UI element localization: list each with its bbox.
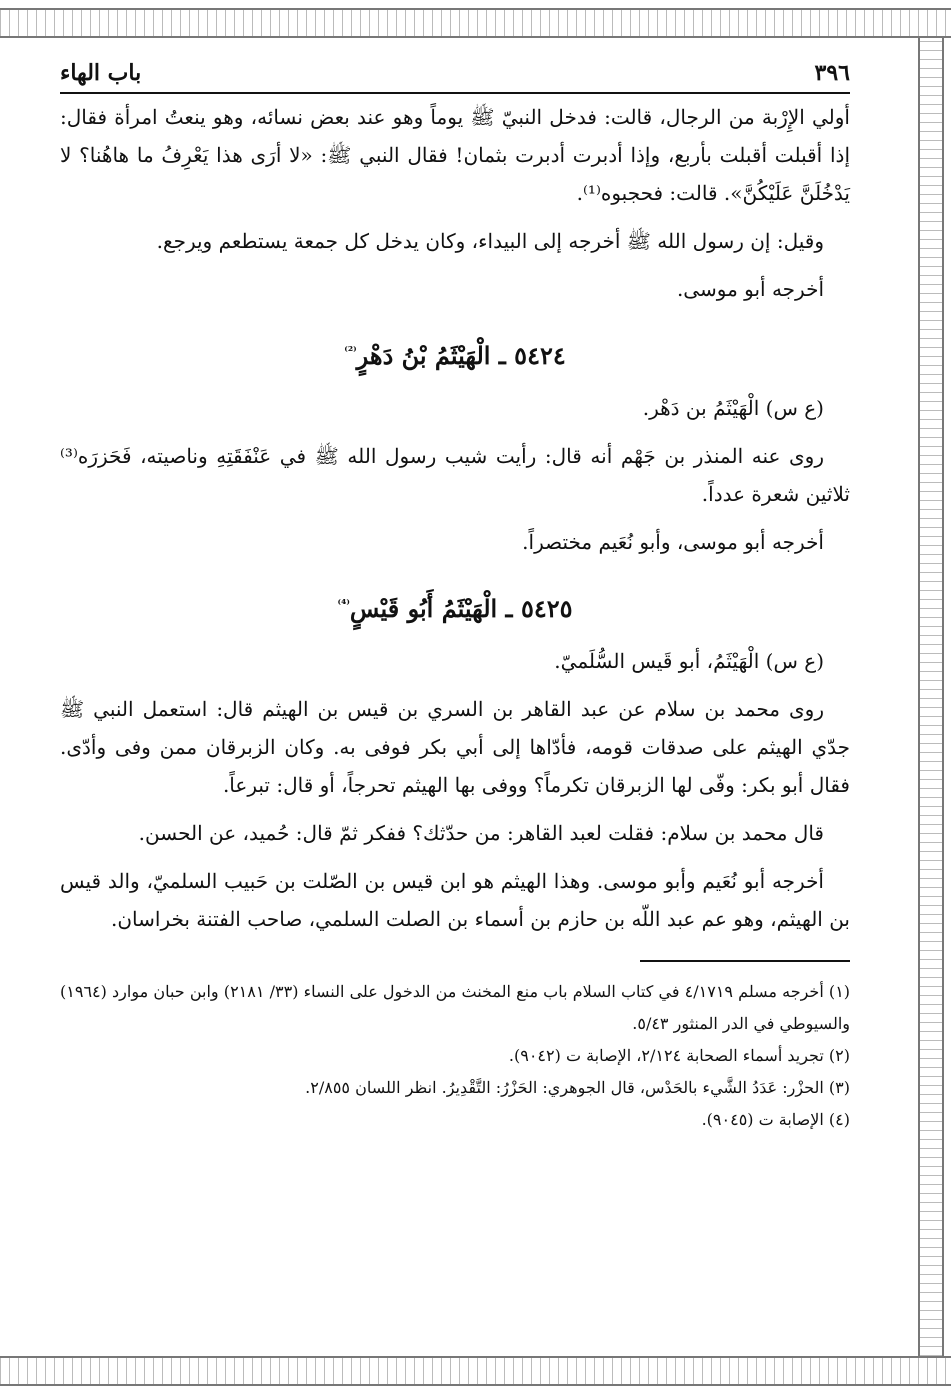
footnote-ref: ⁽²⁾ bbox=[344, 344, 357, 358]
footnote: (٤) الإصابة ت (٩٠٤٥). bbox=[701, 1110, 850, 1129]
paragraph: أخرجه أبو نُعَيم وأبو موسى. وهذا الهيثم هو ابن قيس بن الصّلت بن حَبيب السلميّ، والد قيس بن الهيثم، وهو عم عبد اللّه بن حازم بن أسماء بن الصلت السلمي، صاحب الفتنة بخراسان. bbox=[60, 869, 850, 931]
paragraph: (ع س) الْهَيْثَمُ بن دَهْر. bbox=[642, 396, 824, 420]
footnote: (٣) الحزْر: عَدَدُ الشَّيء بالحَدْس، قال الجوهري: الحَزْرُ: التَّقْدِيرُ. انظر اللسان ٢/٨٥٥. bbox=[305, 1078, 850, 1097]
paragraph: وقيل: إن رسول الله ﷺ أخرجه إلى البيداء، وكان يدخل كل جمعة يستطعم ويرجع. bbox=[156, 229, 824, 253]
paragraph: قال محمد بن سلام: فقلت لعبد القاهر: من حدّثك؟ ففكر ثمّ قال: حُميد، عن الحسن. bbox=[138, 821, 824, 845]
paragraph: أخرجه أبو موسى. bbox=[676, 277, 824, 301]
paragraph: روى عنه المنذر بن جَهْم أنه قال: رأيت شيب رسول الله ﷺ في عَنْفَقَتِهِ وناصيته، فَحَزرَه⁽³⁾ ثلاثين شعرة عدداً. bbox=[60, 444, 850, 506]
footnotes bbox=[60, 976, 850, 1136]
top-ornamental-border bbox=[0, 8, 951, 38]
page-header bbox=[60, 60, 850, 94]
paragraph: أخرجه أبو موسى، وأبو نُعَيم مختصراً. bbox=[522, 530, 824, 554]
footnote: (١) أخرجه مسلم ٤/١٧١٩ في كتاب السلام باب منع المخنث من الدخول على النساء (٣٣/ ٢١٨١) وابن حبان موارد (١٩٦٤) والسيوطي في الدر المنثور ٥/٤٣. bbox=[60, 982, 851, 1033]
footnote: (٢) تجريد أسماء الصحابة ٢/١٢٤، الإصابة ت (٩٠٤٢). bbox=[508, 1046, 850, 1065]
entry-heading-text: ٥٤٢٥ ـ الْهَيْثَمُ أَبُو قَيْسٍ bbox=[349, 594, 573, 623]
entry-heading bbox=[60, 585, 850, 628]
chapter-title: باب الهاء bbox=[60, 60, 142, 86]
bottom-ornamental-border bbox=[0, 1356, 951, 1386]
entry-heading-text: ٥٤٢٤ ـ الْهَيْثَمُ بْنُ دَهْرٍ bbox=[356, 341, 566, 370]
page-number: ٣٩٦ bbox=[814, 60, 850, 86]
footnote-ref: ⁽⁴⁾ bbox=[337, 597, 350, 611]
book-page bbox=[60, 60, 850, 1136]
right-ornamental-border bbox=[918, 36, 944, 1356]
page-body bbox=[60, 98, 850, 938]
paragraph: (ع س) الْهَيْثَمُ، أبو قَيس السُّلَميّ. bbox=[554, 649, 824, 673]
paragraph: روى محمد بن سلام عن عبد القاهر بن السري بن قيس بن الهيثم قال: استعمل النبي ﷺ جدّي الهيثم على صدقات قومه، فأدّاها إلى أبي بكر فوفى به. وكان الزبرقان ممن وفى وأدّى. فقال أبو بكر: وفّى لها الزبرقان تكرماً؟ ووفى بها الهيثم تحرجاً، أو قال: تبرعاً. bbox=[60, 697, 850, 797]
footnote-divider bbox=[640, 960, 850, 962]
paragraph: أولي الإِرْبة من الرجال، قالت: فدخل النبيّ ﷺ يوماً وهو عند بعض نسائه، وهو ينعتُ امرأة فقال: إذا أقبلت أقبلت بأربع، وإذا أدبرت أدبرت بثمان! فقال النبي ﷺ: «لا أرَى هذا يَعْرِفُ ما هاهُنا؟ لا يَدْخُلَنَّ عَلَيْكُنَّ». قالت: فحجبوه⁽¹⁾. bbox=[60, 105, 850, 205]
entry-heading bbox=[60, 332, 850, 375]
